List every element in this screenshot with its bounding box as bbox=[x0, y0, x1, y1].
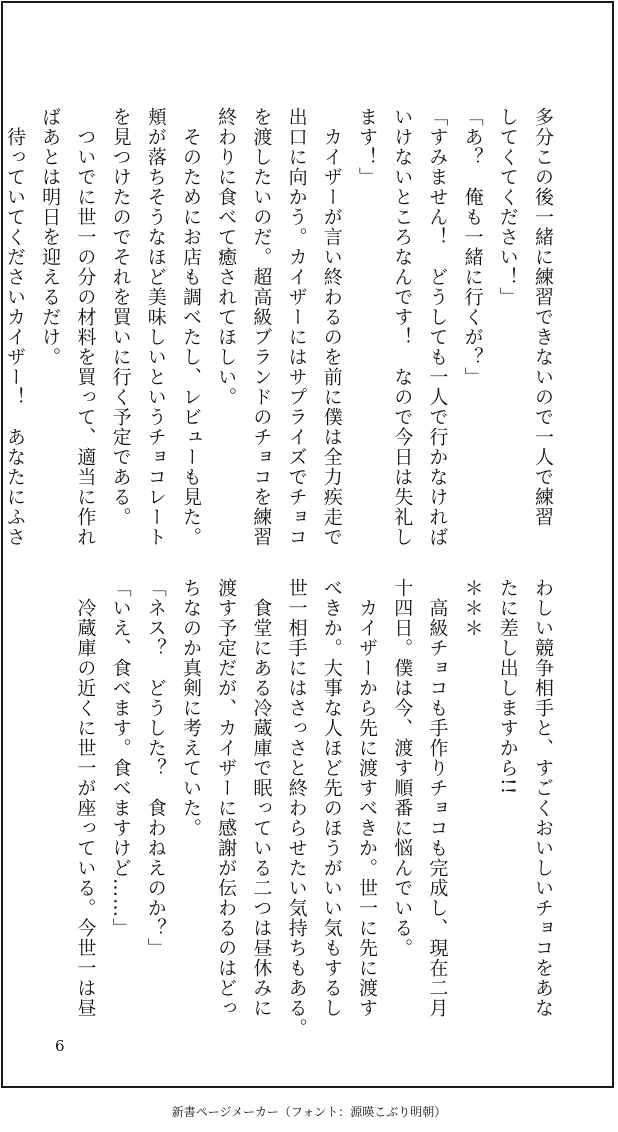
text-line: 「いえ、食べます。食べますけど……」 bbox=[109, 578, 132, 938]
text-line: してくてください！」 bbox=[496, 107, 519, 307]
text-line: ちなのか真剣に考えていた。 bbox=[179, 578, 202, 838]
text-line: そのためにお店も調べたし、レビューも見た。 bbox=[179, 107, 202, 547]
text-line: を渡したいのだ。超高級ブランドのチョコを練習 bbox=[250, 107, 273, 547]
text-line: 冷蔵庫の近くに世一が座っている。今世一は昼 bbox=[74, 578, 97, 1018]
text-line: 世一相手にはさっさと終わらせたい気持ちもある。 bbox=[285, 578, 308, 1038]
text-line: たに差し出しますから!! bbox=[496, 578, 519, 796]
text-line: 「すみません！ どうしても一人で行かなければ bbox=[426, 107, 449, 547]
book-page bbox=[1, 1, 614, 1088]
upper-text-block bbox=[3, 107, 560, 547]
text-line: わしい競争相手と、すごくおいしいチョコをあな bbox=[532, 578, 554, 1018]
text-line: 「あ？ 俺も一緒に行くが？」 bbox=[461, 107, 484, 387]
text-line: を見つけたのでそれを買いに行く予定である。 bbox=[109, 107, 132, 527]
lower-text-block bbox=[50, 578, 560, 1038]
text-line: ます！」 bbox=[355, 107, 378, 187]
text-line: 「ネス？ どうした？ 食わねえのか？」 bbox=[144, 578, 167, 958]
text-line: カイザーが言い終わるのを前に僕は全力疾走で bbox=[320, 107, 343, 547]
text-line: カイザーから先に渡すべきか。世一に先に渡す bbox=[355, 578, 378, 1018]
text-line: 高級チョコも手作りチョコも完成し、現在二月 bbox=[426, 578, 449, 1018]
text-line: 頬が落ちそうなほど美味しいというチョコレート bbox=[144, 107, 167, 547]
page-number: 6 bbox=[55, 1037, 65, 1055]
text-line: ついでに世一の分の材料を買って、適当に作れ bbox=[74, 107, 97, 547]
scene-break: ＊＊＊ bbox=[461, 578, 484, 638]
footer-credit: 新書ページメーカー（フォント：源暎こぶり明朝） bbox=[171, 1105, 447, 1119]
text-line: 待っていてくださいカイザー！ あなたにふさ bbox=[3, 107, 26, 547]
text-line: 十四日。僕は今、渡す順番に悩んでいる。 bbox=[391, 578, 414, 958]
text-line: 食堂にある冷蔵庫で眠っている二つは昼休みに bbox=[250, 578, 273, 1018]
text-line: いけないところなんです！ なので今日は失礼し bbox=[391, 107, 414, 547]
text-line: 渡す予定だが、カイザーに感謝が伝わるのはどっ bbox=[215, 578, 238, 1018]
text-line: 多分この後一緒に練習できないので一人で練習 bbox=[532, 107, 554, 527]
text-line: 終わりに食べて癒されてほしい。 bbox=[215, 107, 238, 407]
text-line: ばあとは明日を迎えるだけ。 bbox=[39, 107, 62, 367]
text-line: 出口に向かう。カイザーにはサプライズでチョコ bbox=[285, 107, 308, 547]
text-line: べきか。大事な人ほど先のほうがいい気もするし bbox=[320, 578, 343, 1018]
